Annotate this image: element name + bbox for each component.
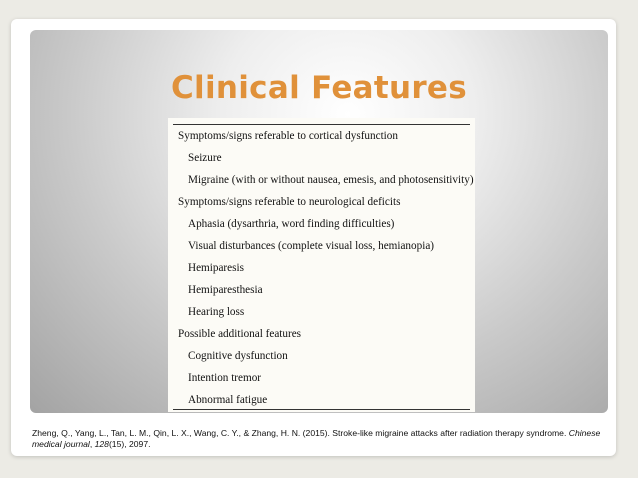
citation-journal: Chinese medical journal bbox=[32, 428, 601, 449]
table-heading-neurological: Symptoms/signs referable to neurological deficits bbox=[178, 196, 401, 208]
table-item: Cognitive dysfunction bbox=[188, 350, 288, 362]
citation-authors-title: Zheng, Q., Yang, L., Tan, L. M., Qin, L. X., Wang, C. Y., & Zhang, H. N. (2015). Stroke-like migraine attacks after radiation therapy syndrome. bbox=[32, 428, 567, 438]
table-item: Seizure bbox=[188, 152, 222, 164]
citation: Zheng, Q., Yang, L., Tan, L. M., Qin, L. X., Wang, C. Y., & Zhang, H. N. (2015). Stroke-like migraine attacks after radiation therapy syndrome. Chinese medical journal, 128(15), 2097. bbox=[32, 428, 601, 449]
table-heading-cortical: Symptoms/signs referable to cortical dysfunction bbox=[178, 130, 398, 142]
table-item: Migraine (with or without nausea, emesis, and photosensitivity) bbox=[188, 174, 474, 186]
table-item: Hemiparesthesia bbox=[188, 284, 263, 296]
table-top-rule bbox=[173, 124, 470, 125]
citation-volume: 128 bbox=[94, 439, 109, 449]
table-bottom-rule bbox=[173, 409, 470, 410]
table-heading-additional: Possible additional features bbox=[178, 328, 302, 340]
features-table bbox=[168, 118, 475, 412]
citation-issue-pages: (15), 2097. bbox=[108, 439, 151, 449]
table-item: Hemiparesis bbox=[188, 262, 244, 274]
table-item: Visual disturbances (complete visual loss, hemianopia) bbox=[188, 240, 435, 252]
slide-title: Clinical Features bbox=[170, 70, 468, 106]
table-item: Intention tremor bbox=[188, 372, 262, 384]
table-item: Hearing loss bbox=[188, 306, 245, 318]
table-item: Aphasia (dysarthria, word finding difficulties) bbox=[188, 218, 395, 230]
table-item: Abnormal fatigue bbox=[188, 394, 268, 406]
